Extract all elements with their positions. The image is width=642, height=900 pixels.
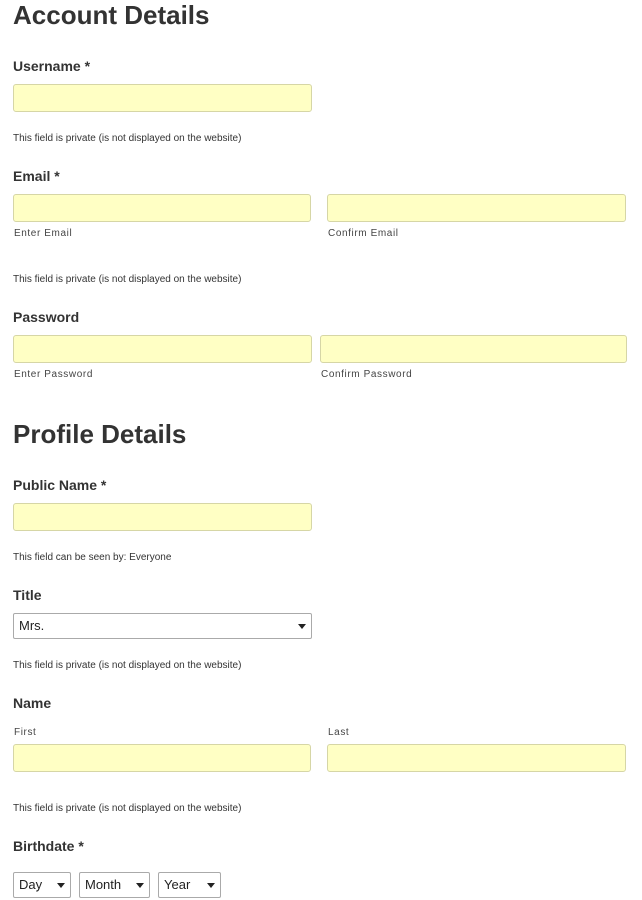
birthdate-label-text: Birthdate: [13, 838, 75, 854]
birthdate-month-select[interactable]: [79, 872, 150, 898]
name-help-text: This field is private (is not displayed on the website): [13, 803, 242, 814]
confirm-password-sublabel: Confirm Password: [321, 369, 413, 380]
name-label: Name: [13, 695, 52, 711]
confirm-email-sublabel: Confirm Email: [328, 228, 399, 239]
profile-details-heading: Profile Details: [13, 419, 187, 449]
required-marker: *: [84, 58, 91, 74]
required-marker: *: [78, 838, 84, 854]
required-marker: *: [54, 168, 60, 184]
title-label: Title: [13, 587, 42, 603]
email-help-text: This field is private (is not displayed on the website): [13, 274, 242, 285]
public-name-input[interactable]: [13, 503, 312, 531]
chevron-down-icon: [136, 883, 144, 888]
enter-password-sublabel: Enter Password: [14, 369, 93, 380]
title-help-text: This field is private (is not displayed on the website): [13, 660, 242, 671]
last-name-input[interactable]: [327, 744, 626, 772]
year-selected-value: Year: [164, 877, 191, 892]
birthdate-label: [13, 837, 84, 855]
birthdate-year-select[interactable]: [158, 872, 221, 898]
public-name-label-text: Public Name: [13, 477, 98, 493]
chevron-down-icon: [57, 883, 65, 888]
month-selected-value: Month: [85, 877, 122, 892]
username-help-text: This field is private (is not displayed on the website): [13, 133, 242, 144]
birthdate-day-select[interactable]: [13, 872, 71, 898]
confirm-password-input[interactable]: [320, 335, 627, 363]
account-details-heading: Account Details: [13, 0, 210, 30]
confirm-email-input[interactable]: [327, 194, 626, 222]
enter-email-sublabel: Enter Email: [14, 228, 73, 239]
chevron-down-icon: [207, 883, 215, 888]
email-label-text: Email: [13, 168, 51, 184]
password-input[interactable]: [13, 335, 312, 363]
required-marker: *: [100, 477, 107, 493]
username-label-text: Username: [13, 58, 81, 74]
username-label: [13, 57, 90, 75]
title-selected-value: Mrs.: [19, 618, 45, 633]
email-input[interactable]: [13, 194, 311, 222]
public-name-help-text: This field can be seen by: Everyone: [13, 552, 172, 563]
last-name-sublabel: Last: [328, 727, 350, 738]
first-name-input[interactable]: [13, 744, 311, 772]
public-name-label: [13, 476, 106, 494]
username-input[interactable]: [13, 84, 312, 112]
title-select[interactable]: [13, 613, 312, 639]
password-label: Password: [13, 309, 80, 325]
first-name-sublabel: First: [14, 727, 37, 738]
email-label: [13, 167, 60, 185]
day-selected-value: Day: [19, 877, 43, 892]
chevron-down-icon: [298, 624, 306, 629]
